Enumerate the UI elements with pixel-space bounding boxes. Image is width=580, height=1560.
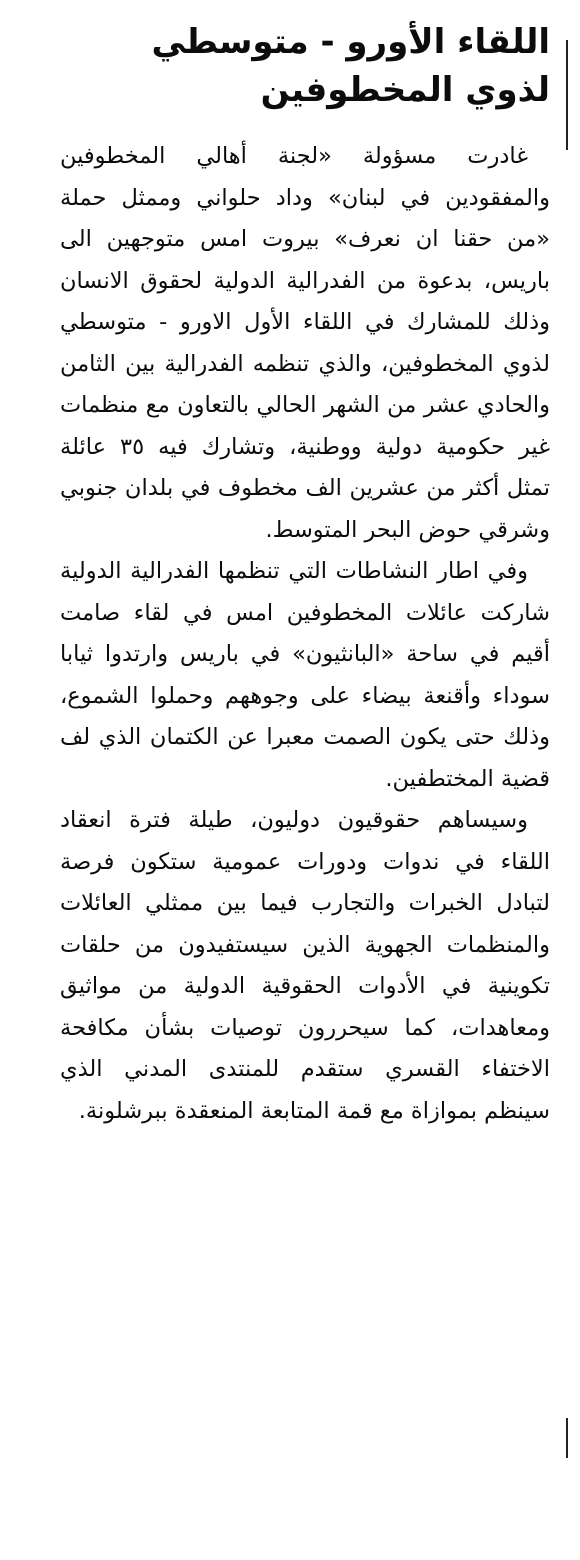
article-paragraph-1: غادرت مسؤولة «لجنة أهالي المخطوفين والمفقودين في لبنان» وداد حلواني وممثل حملة «من حقنا ان نعرف» بيروت امس متوجهين الى باريس، بدعوة من الفدرالية الدولية لحقوق الانسان وذلك للمشارك في اللقاء الأول الاورو - متوسطي لذوي المخطوفين، والذي تنظمه الفدرالية بين الثامن والحادي عشر من الشهر الحالي بالتعاون مع منظمات غير حكومية دولية ووطنية، وتشارك فيه ٣٥ عائلة تمثل أكثر من عشرين الف مخطوف في بلدان جنوبي وشرقي حوض البحر المتوسط.: [60, 143, 550, 543]
article-body: [60, 136, 550, 1132]
newspaper-article: [60, 18, 550, 1132]
column-rule: [566, 1418, 568, 1458]
headline-line-2: لذوي المخطوفين: [260, 70, 550, 110]
headline-line-1: اللقاء الأورو - متوسطي: [151, 22, 550, 62]
column-rule: [566, 40, 568, 150]
article-headline: [60, 18, 550, 114]
article-paragraph-2: وفي اطار النشاطات التي تنظمها الفدرالية الدولية شاركت عائلات المخطوفين امس في لقاء صامت أقيم في ساحة «البانثيون» في باريس وارتدوا ثيابا سوداء وأقنعة بيضاء على وجوههم وحملوا الشموع، وذلك حتى يكون الصمت معبرا عن الكتمان الذي لف قضية المختطفين.: [60, 558, 550, 792]
article-paragraph-3: وسيساهم حقوقيون دوليون، طيلة فترة انعقاد اللقاء في ندوات ودورات عمومية ستكون فرصة لتبادل الخبرات والتجارب فيما بين ممثلي العائلات والمنظمات الجهوية الذين سيستفيدون من حلقات تكوينية في الأدوات الحقوقية الدولية من مواثيق ومعاهدات، كما سيحررون توصيات بشأن مكافحة الاختفاء القسري ستقدم للمنتدى المدني الذي سينظم بموازاة مع قمة المتابعة المنعقدة ببرشلونة.: [60, 807, 550, 1124]
